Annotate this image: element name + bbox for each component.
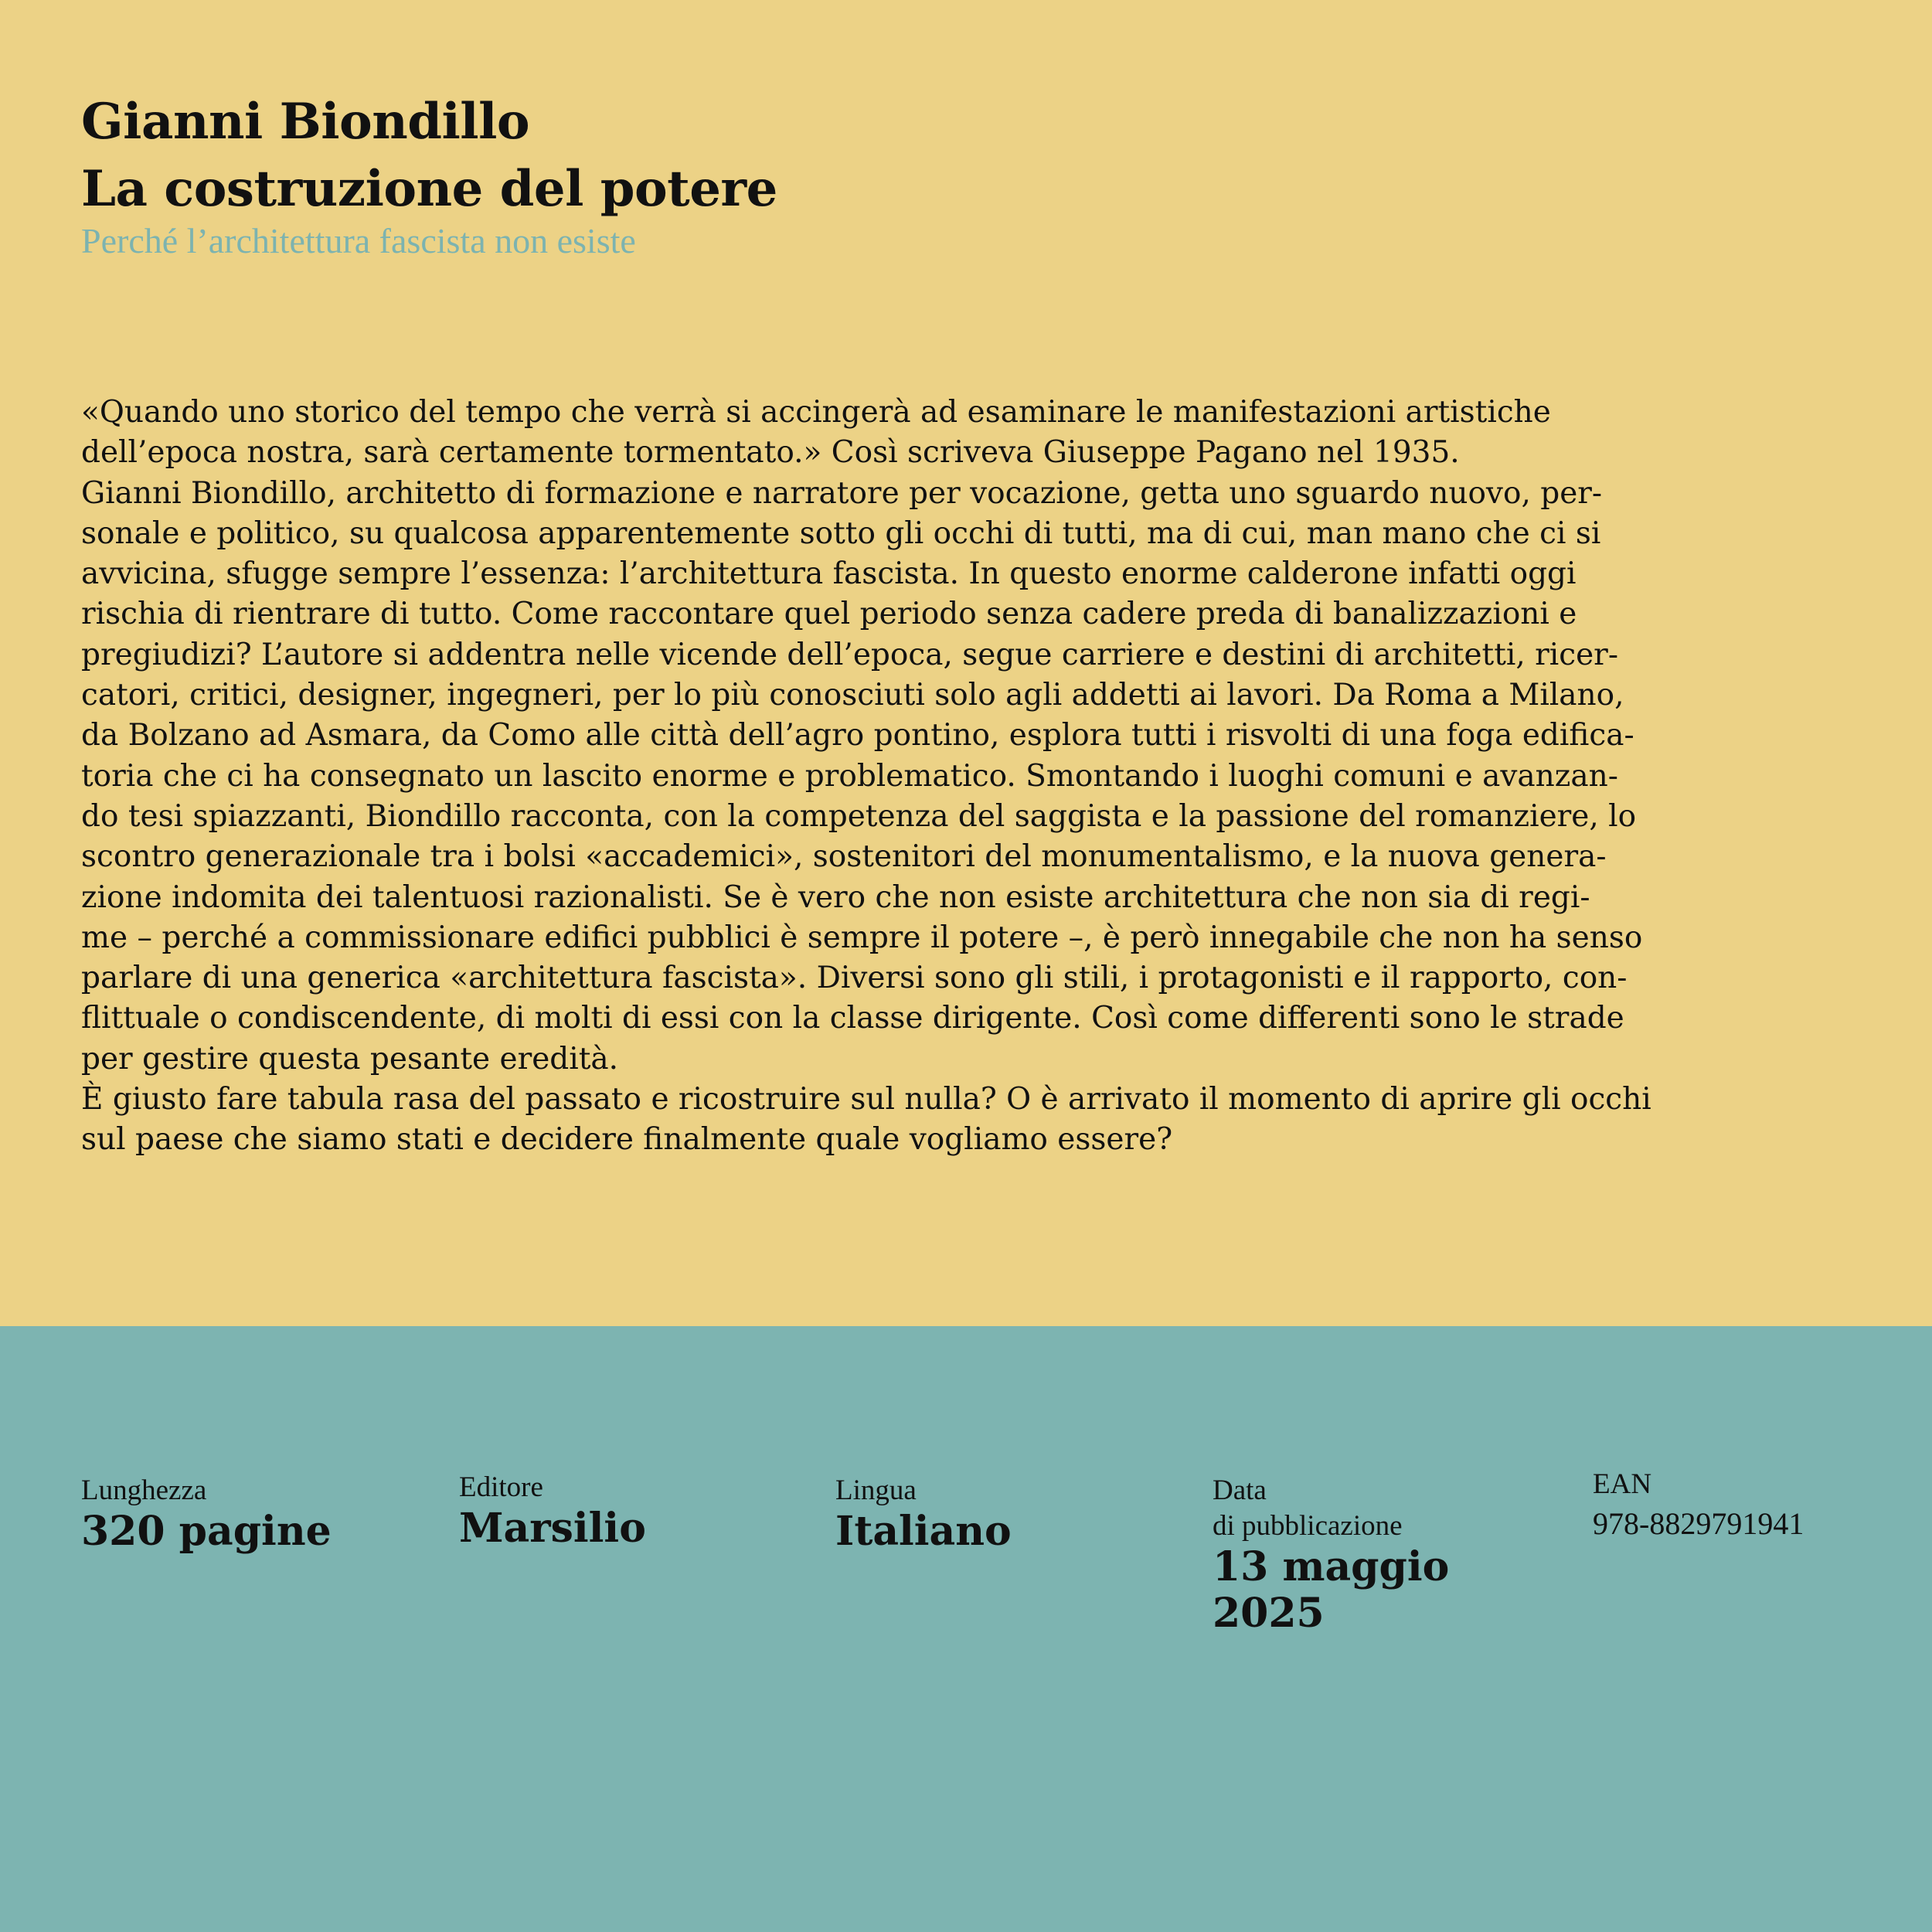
publication-date-label-line2: di pubblicazione <box>1213 1510 1403 1542</box>
ean-value: 978-8829791941 <box>1593 1506 1804 1541</box>
book-title: La costruzione del potere <box>81 160 777 218</box>
description-line: È giusto fare tabula rasa del passato e ricostruire sul nulla? O è arrivato il momento di aprire gli occhi <box>81 1082 1651 1117</box>
description-line: per gestire questa pesante eredità. <box>81 1041 619 1077</box>
description-line: catori, critici, designer, ingegneri, per lo più conosciuti solo agli addetti ai lavori. Da Roma a Milano, <box>81 678 1624 713</box>
description-line: rischia di rientrare di tutto. Come raccontare quel periodo senza cadere preda di banalizzazioni e <box>81 597 1577 632</box>
description-line: do tesi spiazzanti, Biondillo racconta, con la competenza del saggista e la passione del romanziere, lo <box>81 798 1637 834</box>
description-line: pregiudizi? L’autore si addentra nelle vicende dell’epoca, segue carriere e destini di architetti, ricer- <box>81 637 1618 672</box>
publication-date-value: 13 maggio <box>1213 1543 1450 1590</box>
publication-year-value: 2025 <box>1213 1590 1325 1637</box>
description-line: scontro generazionale tra i bolsi «accademici», sostenitori del monumentalismo, e la nuova genera- <box>81 839 1607 875</box>
publisher-value: Marsilio <box>459 1505 646 1552</box>
description-line: toria che ci ha consegnato un lascito enorme e problematico. Smontando i luoghi comuni e avanzan- <box>81 758 1618 794</box>
length-label: Lunghezza <box>81 1475 207 1506</box>
language-label: Lingua <box>835 1475 917 1506</box>
bottom-panel <box>0 1326 1932 1932</box>
book-description <box>81 393 1859 1161</box>
description-line: «Quando uno storico del tempo che verrà si accingerà ad esaminare le manifestazioni artistiche <box>81 395 1551 430</box>
author-name: Gianni Biondillo <box>81 93 530 151</box>
ean-label: EAN <box>1593 1468 1652 1500</box>
language-value: Italiano <box>835 1508 1012 1555</box>
length-detail <box>81 1473 332 1555</box>
description-line: Gianni Biondillo, architetto di formazione e narratore per vocazione, getta uno sguardo nuovo, per- <box>81 475 1603 511</box>
description-line: da Bolzano ad Asmara, da Como alle città dell’agro pontino, esplora tutti i risvolti di una foga edifica- <box>81 718 1634 753</box>
description-line: avvicina, sfugge sempre l’essenza: l’architettura fascista. In questo enorme calderone infatti oggi <box>81 556 1577 592</box>
book-subtitle: Perché l’architettura fascista non esiste <box>81 221 636 260</box>
publication-date-label: Data <box>1213 1475 1267 1506</box>
description-line: sul paese che siamo stati e decidere finalmente quale vogliamo essere? <box>81 1122 1173 1158</box>
publisher-detail <box>459 1470 646 1552</box>
description-line: flittuale o condiscendente, di molti di essi con la classe dirigente. Così come differenti sono le strade <box>81 1001 1624 1036</box>
length-value: 320 pagine <box>81 1508 332 1555</box>
description-line: zione indomita dei talentuosi razionalisti. Se è vero che non esiste architettura che non sia di regi- <box>81 879 1590 915</box>
language-detail <box>835 1473 1012 1555</box>
ean-detail <box>1593 1467 1804 1546</box>
description-line: parlare di una generica «architettura fascista». Diversi sono gli stili, i protagonisti e il rapporto, con- <box>81 961 1628 996</box>
description-line: dell’epoca nostra, sarà certamente tormentato.» Così scriveva Giuseppe Pagano nel 1935. <box>81 435 1460 471</box>
description-line: sonale e politico, su qualcosa apparentemente sotto gli occhi di tutti, ma di cui, man mano che ci si <box>81 515 1601 551</box>
description-line: me – perché a commissionare edifici pubblici è sempre il potere –, è però innegabile che non ha senso <box>81 920 1643 955</box>
publication-date-detail <box>1213 1473 1449 1637</box>
publisher-label: Editore <box>459 1471 543 1503</box>
